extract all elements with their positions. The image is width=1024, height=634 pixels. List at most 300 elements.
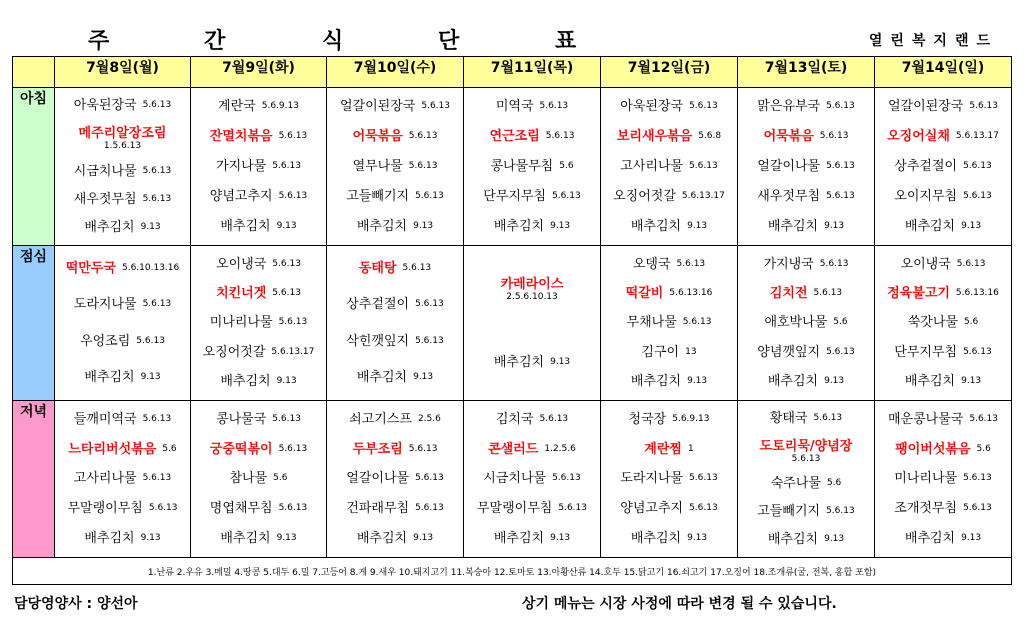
dish-name: 궁중떡볶이 bbox=[209, 441, 273, 457]
allergen-codes: 5.6.13 bbox=[969, 101, 998, 112]
allergen-codes: 9.13 bbox=[550, 220, 571, 231]
dish-list bbox=[601, 401, 737, 557]
dish-name: 황태국 bbox=[769, 411, 808, 427]
allergen-codes: 5.6.13 bbox=[819, 131, 849, 142]
dietitian-name: 담당영양사 : 양선아 bbox=[14, 596, 138, 612]
dish-name: 배추김치 bbox=[630, 373, 682, 389]
dish-item bbox=[468, 99, 596, 114]
dish-item bbox=[59, 531, 186, 546]
allergen-codes: 5.6 bbox=[826, 478, 842, 489]
dish-item bbox=[742, 315, 870, 330]
allergen-codes: 5.6.13 bbox=[272, 259, 301, 270]
dish-item bbox=[195, 315, 322, 330]
dish-item bbox=[195, 129, 322, 144]
dish-item bbox=[195, 345, 322, 360]
menu-cell bbox=[464, 246, 601, 401]
dish-item bbox=[605, 345, 733, 360]
dish-name: 양념깻잎지 bbox=[757, 344, 821, 360]
dish-item bbox=[468, 412, 596, 427]
allergen-codes: 5.6.9.13 bbox=[261, 101, 299, 112]
dish-item bbox=[59, 412, 186, 427]
dish-item bbox=[195, 531, 322, 546]
dish-item bbox=[605, 129, 733, 144]
dish-name: 새우젓무침 bbox=[73, 191, 137, 207]
dish-name: 얼갈이된장국 bbox=[340, 99, 416, 115]
dish-item bbox=[468, 355, 596, 370]
allergen-codes: 5.6.13 bbox=[142, 193, 172, 204]
allergen-codes: 5.6 bbox=[559, 160, 574, 171]
menu-cell bbox=[738, 246, 875, 401]
dish-name: 참나물 bbox=[229, 471, 268, 487]
allergen-codes: 5.6 bbox=[976, 443, 991, 454]
menu-cell bbox=[191, 246, 327, 401]
title-char: 주 bbox=[88, 29, 110, 54]
menu-cell bbox=[327, 401, 464, 558]
dish-name: 배추김치 bbox=[493, 530, 545, 546]
allergen-codes: 9.13 bbox=[961, 375, 982, 386]
menu-change-notice: 상기 메뉴는 시장 사정에 따라 변경 될 수 있습니다. bbox=[522, 596, 837, 612]
dish-name: 떡갈비 bbox=[625, 286, 664, 302]
allergen-codes: 5.6.13 bbox=[819, 259, 849, 270]
allergen-codes: 5.6.13 bbox=[813, 413, 843, 424]
dish-name: 콩나물국 bbox=[216, 412, 267, 428]
dish-name: 배추김치 bbox=[630, 218, 682, 234]
dish-item bbox=[59, 192, 186, 207]
dish-name: 배추김치 bbox=[904, 218, 956, 234]
dish-item bbox=[195, 159, 322, 174]
day-header: 7월11일(목) bbox=[464, 57, 601, 88]
allergen-codes: 5.6.13 bbox=[539, 414, 569, 425]
dish-item bbox=[59, 220, 186, 235]
menu-cell bbox=[55, 246, 191, 401]
menu-cell bbox=[738, 401, 875, 558]
legend-row bbox=[13, 558, 1012, 585]
dish-item bbox=[468, 129, 596, 144]
dish-item bbox=[742, 257, 870, 272]
dish-item bbox=[59, 442, 186, 457]
day-header-row bbox=[13, 57, 1012, 88]
dish-name: 들깨미역국 bbox=[73, 412, 137, 428]
allergen-codes: 5.6.13 bbox=[963, 160, 992, 171]
menu-cell bbox=[464, 401, 601, 558]
dish-name: 오징어실채 bbox=[887, 129, 950, 145]
dish-item bbox=[742, 189, 870, 204]
dish-item bbox=[605, 471, 733, 486]
dish-list bbox=[191, 88, 326, 245]
dish-item bbox=[879, 374, 1007, 389]
dish-item bbox=[879, 471, 1007, 486]
dish-item bbox=[879, 531, 1007, 546]
dish-name: 배추김치 bbox=[220, 530, 271, 546]
allergen-codes: 5.6.13 bbox=[142, 100, 172, 111]
allergen-codes: 9.13 bbox=[276, 532, 297, 543]
allergen-codes: 5.6.13 bbox=[791, 453, 821, 464]
dish-item bbox=[59, 334, 186, 349]
allergen-codes: 1.5.6.13 bbox=[103, 141, 142, 152]
dish-item bbox=[195, 286, 322, 301]
dish-list bbox=[738, 401, 874, 557]
dish-name: 김구이 bbox=[641, 344, 680, 360]
dish-item bbox=[605, 374, 733, 389]
dish-item bbox=[879, 286, 1007, 301]
dish-item bbox=[742, 374, 870, 389]
allergen-codes: 9.13 bbox=[824, 375, 845, 386]
title-row bbox=[12, 22, 1012, 56]
dish-list bbox=[327, 246, 463, 400]
dish-list bbox=[55, 88, 190, 245]
dish-item bbox=[605, 315, 733, 330]
title-char: 식 bbox=[322, 29, 344, 54]
allergen-codes: 5.6.13 bbox=[272, 414, 301, 425]
dish-name: 무말랭이무침 bbox=[477, 501, 553, 517]
dish-item bbox=[605, 442, 733, 457]
dish-name: 배추김치 bbox=[493, 218, 545, 234]
dish-item bbox=[879, 345, 1007, 360]
dish-name: 배추김치 bbox=[630, 530, 682, 546]
dish-item bbox=[742, 286, 870, 301]
dish-item bbox=[331, 99, 459, 114]
title-char: 간 bbox=[204, 29, 226, 54]
dish-item bbox=[195, 99, 322, 114]
dish-name: 도토리묵/양념장 bbox=[759, 438, 853, 454]
allergen-codes: 5.6.13 bbox=[552, 473, 581, 484]
dish-item bbox=[468, 189, 596, 204]
allergen-codes: 5.6.13 bbox=[278, 131, 308, 142]
dish-name: 오징어젓갈 bbox=[202, 344, 266, 360]
dish-name: 오뎅국 bbox=[632, 257, 671, 273]
menu-cell bbox=[55, 88, 191, 246]
dish-item bbox=[59, 98, 186, 113]
dish-name: 미나리나물 bbox=[894, 471, 958, 487]
dish-name: 상추겉절이 bbox=[894, 158, 958, 174]
dish-list bbox=[191, 246, 326, 400]
allergen-codes: 5.6.13 bbox=[278, 443, 308, 454]
allergen-codes: 5.6 bbox=[963, 317, 979, 328]
dish-item bbox=[331, 334, 459, 349]
dish-name: 연근조림 bbox=[489, 129, 540, 145]
dish-item bbox=[59, 261, 186, 276]
dish-name: 카레라이스 bbox=[500, 276, 564, 292]
dish-name: 배추김치 bbox=[84, 530, 135, 546]
allergen-codes: 13 bbox=[685, 346, 697, 357]
menu-cell bbox=[327, 88, 464, 246]
dish-name: 매운콩나물국 bbox=[888, 412, 964, 428]
allergen-codes: 5.6.13 bbox=[813, 288, 843, 299]
dish-name: 배추김치 bbox=[904, 373, 956, 389]
lunch-row bbox=[13, 246, 1012, 401]
allergen-codes: 5.6.13 bbox=[956, 259, 986, 270]
dish-item bbox=[195, 257, 322, 272]
menu-cell bbox=[875, 401, 1012, 558]
dish-name: 애호박나물 bbox=[764, 315, 828, 331]
allergen-codes: 5.6.13 bbox=[415, 335, 444, 346]
allergen-codes: 5.6.13 bbox=[415, 299, 444, 310]
day-header: 7월8일(월) bbox=[55, 57, 191, 88]
dish-name: 잔멸치볶음 bbox=[209, 129, 273, 145]
dish-item bbox=[59, 471, 186, 486]
dish-name: 느타리버섯볶음 bbox=[68, 441, 157, 457]
dish-name: 배추김치 bbox=[356, 370, 408, 386]
allergen-codes: 5.6.13 bbox=[142, 473, 172, 484]
dish-item bbox=[605, 257, 733, 272]
dish-item bbox=[468, 277, 596, 302]
dish-name: 어묵볶음 bbox=[763, 129, 814, 145]
dish-name: 맑은유부국 bbox=[757, 99, 821, 115]
dish-name: 계란국 bbox=[218, 99, 256, 115]
allergen-codes: 9.13 bbox=[140, 221, 161, 232]
dish-item bbox=[879, 412, 1007, 427]
allergen-codes: 5.6.13 bbox=[826, 506, 855, 517]
dish-name: 얼갈이된장국 bbox=[888, 99, 964, 115]
dish-name: 미나리나물 bbox=[209, 315, 273, 331]
allergen-codes: 5.6.13 bbox=[408, 160, 438, 171]
day-header: 7월14일(일) bbox=[875, 57, 1012, 88]
dish-list bbox=[191, 401, 326, 557]
dish-name: 계란찜 bbox=[644, 441, 682, 457]
allergen-codes: 5.6.13 bbox=[272, 288, 301, 299]
dish-list bbox=[875, 88, 1011, 245]
allergen-codes: 5.6.13 bbox=[272, 160, 301, 171]
dish-item bbox=[605, 286, 733, 301]
dish-item bbox=[879, 219, 1007, 234]
dish-name: 상추겉절이 bbox=[346, 297, 410, 313]
dish-item bbox=[331, 501, 459, 516]
dish-name: 도라지나물 bbox=[73, 297, 137, 313]
dish-name: 단무지무침 bbox=[894, 344, 958, 360]
menu-cell bbox=[738, 88, 875, 246]
dish-item bbox=[331, 189, 459, 204]
allergen-codes: 5.6.13 bbox=[826, 160, 855, 171]
dish-item bbox=[742, 532, 870, 547]
dish-name: 양념고추지 bbox=[209, 188, 273, 204]
allergen-codes: 5.6.13 bbox=[136, 335, 165, 346]
allergen-codes: 5.6.10.13.16 bbox=[121, 262, 180, 273]
dish-name: 떡만두국 bbox=[65, 260, 116, 276]
dish-name: 배추김치 bbox=[767, 218, 819, 234]
dish-item bbox=[331, 159, 459, 174]
dish-name: 얼갈이나물 bbox=[346, 471, 410, 487]
allergen-codes: 5.6.13 bbox=[408, 443, 438, 454]
allergen-codes: 5.6.13 bbox=[415, 503, 444, 514]
dish-item bbox=[879, 189, 1007, 204]
dish-item bbox=[59, 126, 186, 151]
dish-name: 삭힌깻잎지 bbox=[346, 333, 410, 349]
dish-name: 배추김치 bbox=[84, 370, 135, 386]
dish-item bbox=[195, 189, 322, 204]
dish-item bbox=[879, 257, 1007, 272]
allergen-codes: 5.6 bbox=[273, 473, 288, 484]
dish-item bbox=[59, 501, 186, 516]
allergen-codes: 5.6.13 bbox=[278, 317, 308, 328]
dish-name: 도라지나물 bbox=[620, 471, 684, 487]
allergen-codes: 5.6.13 bbox=[142, 299, 172, 310]
menu-cell bbox=[191, 401, 327, 558]
dish-item bbox=[468, 501, 596, 516]
dish-name: 배추김치 bbox=[84, 219, 135, 235]
allergen-codes: 2.5.6.10.13 bbox=[506, 291, 558, 302]
menu-cell bbox=[55, 401, 191, 558]
dish-name: 팽이버섯볶음 bbox=[895, 441, 971, 457]
dish-name: 동태탕 bbox=[358, 260, 397, 276]
allergen-codes: 9.13 bbox=[140, 372, 161, 383]
dish-name: 미역국 bbox=[495, 99, 534, 115]
dish-name: 배추김치 bbox=[220, 218, 271, 234]
allergen-codes: 9.13 bbox=[824, 220, 845, 231]
dish-item bbox=[331, 442, 459, 457]
day-header: 7월10일(수) bbox=[327, 57, 464, 88]
dish-list bbox=[738, 88, 874, 245]
title-char: 단 bbox=[438, 29, 460, 54]
dish-name: 메주리알장조림 bbox=[78, 126, 167, 142]
allergen-codes: 5.6.13 bbox=[826, 101, 855, 112]
allergen-codes: 5.6.13 bbox=[969, 414, 998, 425]
dish-item bbox=[195, 412, 322, 427]
dish-item bbox=[879, 442, 1007, 457]
dish-name: 콘샐러드 bbox=[488, 441, 539, 457]
dish-item bbox=[879, 129, 1007, 144]
menu-cell bbox=[601, 246, 738, 401]
dish-item bbox=[331, 531, 459, 546]
allergen-codes: 9.13 bbox=[824, 533, 845, 544]
dish-list bbox=[55, 401, 190, 557]
meal-label-breakfast: 아침 bbox=[13, 88, 55, 246]
dish-name: 쑥갓나물 bbox=[907, 315, 958, 331]
dish-name: 고들빼기지 bbox=[346, 188, 410, 204]
dish-item bbox=[879, 159, 1007, 174]
dish-name: 얼갈이나물 bbox=[757, 158, 821, 174]
dish-name: 오징어젓갈 bbox=[613, 188, 676, 204]
dish-item bbox=[59, 297, 186, 312]
dish-list bbox=[601, 88, 737, 245]
dish-list bbox=[464, 401, 600, 557]
dish-item bbox=[331, 370, 459, 385]
dish-name: 가지냉국 bbox=[763, 257, 814, 273]
title-char: 표 bbox=[555, 29, 577, 54]
allergen-codes: 9.13 bbox=[413, 372, 434, 383]
dish-list bbox=[55, 246, 190, 400]
allergen-codes: 5.6.13 bbox=[682, 317, 712, 328]
weekly-menu-table bbox=[12, 56, 1012, 585]
dish-item bbox=[605, 159, 733, 174]
allergen-codes: 5.6.13 bbox=[278, 190, 308, 201]
allergen-codes: 5.6 bbox=[833, 317, 848, 328]
allergen-codes: 5.6.13 bbox=[142, 414, 172, 425]
meal-label-dinner: 저녁 bbox=[13, 401, 55, 558]
allergen-codes: 5.6.13 bbox=[689, 101, 718, 112]
menu-cell bbox=[601, 88, 738, 246]
dish-item bbox=[742, 476, 870, 491]
dish-item bbox=[742, 219, 870, 234]
allergen-codes: 5.6.13 bbox=[963, 190, 992, 201]
dish-item bbox=[195, 442, 322, 457]
dish-item bbox=[331, 219, 459, 234]
dish-name: 두부조림 bbox=[352, 441, 403, 457]
dish-item bbox=[879, 501, 1007, 516]
dish-name: 양념고추지 bbox=[620, 501, 684, 517]
dish-item bbox=[742, 411, 870, 426]
dish-item bbox=[468, 159, 596, 174]
dish-item bbox=[195, 219, 322, 234]
dish-name: 어묵볶음 bbox=[352, 129, 403, 145]
dish-name: 치킨너겟 bbox=[216, 286, 267, 302]
allergen-codes: 5.6.13 bbox=[826, 190, 855, 201]
dish-name: 콩나물무침 bbox=[490, 158, 554, 174]
dinner-row bbox=[13, 401, 1012, 558]
dish-item bbox=[195, 374, 322, 389]
dish-item bbox=[468, 531, 596, 546]
allergen-codes: 5.6.13 bbox=[552, 190, 581, 201]
meal-label-lunch: 점심 bbox=[13, 246, 55, 401]
day-header: 7월9일(화) bbox=[191, 57, 327, 88]
dish-item bbox=[331, 261, 459, 276]
dish-item bbox=[468, 442, 596, 457]
dish-name: 보리새우볶음 bbox=[616, 129, 693, 145]
dish-list bbox=[464, 246, 600, 400]
dish-name: 쇠고기스프 bbox=[349, 412, 412, 428]
allergen-codes: 9.13 bbox=[276, 220, 297, 231]
dish-list bbox=[327, 88, 463, 245]
dish-list bbox=[601, 246, 737, 400]
allergen-legend: 1.난류 2.우유 3.메밀 4.땅콩 5.대두 6.밀 7.고등어 8.게 9.새우 10.돼지고기 11.복숭아 12.토마토 13.아황산류 14.호두 15.닭고기 16.쇠고기 17.오징어 18.조개류(굴, 전복, 홍합 포함) bbox=[13, 558, 1012, 585]
dish-name: 배추김치 bbox=[220, 373, 271, 389]
dish-item bbox=[605, 219, 733, 234]
allergen-codes: 9.13 bbox=[687, 532, 708, 543]
dish-item bbox=[605, 531, 733, 546]
menu-cell bbox=[464, 88, 601, 246]
dish-item bbox=[331, 129, 459, 144]
allergen-codes: 1.2.5.6 bbox=[544, 443, 576, 454]
dish-name: 배추김치 bbox=[767, 531, 819, 547]
allergen-codes: 5.6.13 bbox=[826, 346, 855, 357]
dish-list bbox=[327, 401, 463, 557]
allergen-codes: 5.6.13 bbox=[148, 503, 178, 514]
allergen-codes: 5.6.13 bbox=[963, 503, 992, 514]
dish-item bbox=[742, 159, 870, 174]
corner-cell bbox=[13, 57, 55, 88]
dish-item bbox=[879, 315, 1007, 330]
dish-name: 가지나물 bbox=[216, 158, 267, 174]
allergen-codes: 5.6.13 bbox=[415, 190, 444, 201]
allergen-codes: 5.6.13 bbox=[402, 262, 432, 273]
dish-name: 새우젓무침 bbox=[757, 188, 821, 204]
allergen-codes: 5.6.13 bbox=[558, 503, 587, 514]
dish-name: 김치국 bbox=[495, 412, 534, 428]
menu-cell bbox=[875, 246, 1012, 401]
dish-name: 단무지무침 bbox=[483, 188, 547, 204]
allergen-codes: 9.13 bbox=[687, 220, 708, 231]
dish-name: 오이지무침 bbox=[894, 188, 958, 204]
dish-name: 시금치나물 bbox=[483, 471, 547, 487]
day-header: 7월13일(토) bbox=[738, 57, 875, 88]
dish-item bbox=[742, 99, 870, 114]
dish-name: 무채나물 bbox=[626, 315, 677, 331]
dish-name: 아욱된장국 bbox=[620, 99, 684, 115]
dish-name: 고사리나물 bbox=[620, 158, 684, 174]
allergen-codes: 9.13 bbox=[687, 375, 708, 386]
dish-item bbox=[468, 471, 596, 486]
dish-item bbox=[742, 504, 870, 519]
allergen-codes: 5.6.13 bbox=[689, 503, 718, 514]
allergen-codes: 5.6 bbox=[162, 443, 177, 454]
dish-item bbox=[331, 297, 459, 312]
breakfast-row bbox=[13, 88, 1012, 246]
dish-item bbox=[605, 189, 733, 204]
dish-item bbox=[331, 471, 459, 486]
allergen-codes: 5.6.13 bbox=[689, 473, 718, 484]
dish-name: 고사리나물 bbox=[73, 471, 137, 487]
dish-name: 우엉조림 bbox=[80, 333, 131, 349]
dish-name: 건파래무침 bbox=[346, 501, 410, 517]
